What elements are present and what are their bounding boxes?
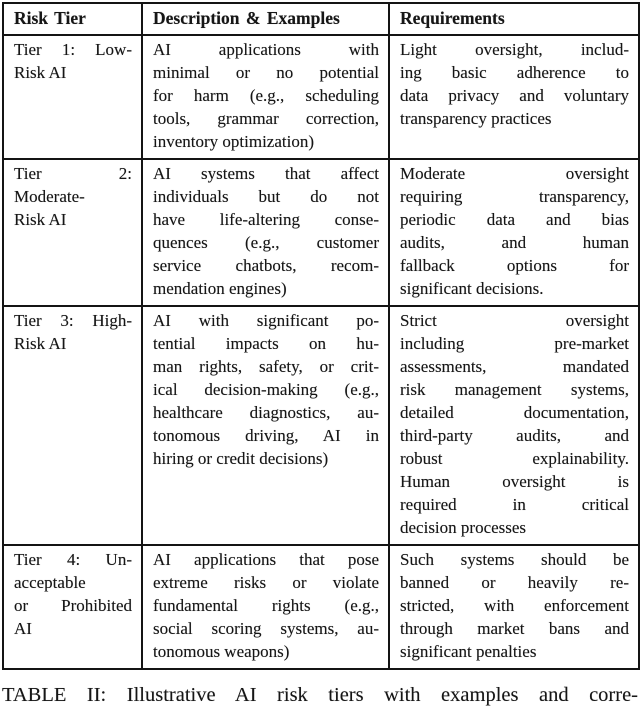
table-row (3, 159, 639, 306)
cell-line: man rights, safety, or crit- (153, 357, 379, 376)
column-header-label: Risk Tier (14, 8, 86, 28)
cell-line: have life-altering conse- (153, 210, 379, 229)
cell-line: AI (14, 619, 32, 638)
cell-line: banned or heavily re- (400, 573, 629, 592)
cell-line: hiring or credit decisions) (153, 449, 329, 468)
column-header-label: Requirements (400, 8, 505, 28)
cell-line: stricted, with enforcement (400, 596, 629, 615)
cell-line: Tier 2: (14, 164, 132, 183)
cell-line: Light oversight, includ- (400, 40, 629, 59)
cell-line: Risk AI (14, 210, 67, 229)
risk-tier-cell (3, 35, 142, 159)
cell-line: Risk AI (14, 334, 67, 353)
cell-line: significant decisions. (400, 279, 544, 298)
column-header-description (142, 3, 389, 35)
table-caption: TABLE II: Illustrative AI risk tiers with examples and corre- (2, 684, 638, 706)
cell-line: through market bans and (400, 619, 629, 638)
cell-line: for harm (e.g., scheduling (153, 86, 379, 105)
description-cell (142, 306, 389, 545)
cell-line: detailed documentation, (400, 403, 629, 422)
cell-line: minimal or no potential (153, 63, 379, 82)
requirements-cell (389, 545, 639, 669)
cell-line: Tier 3: High- (14, 311, 132, 330)
description-cell (142, 159, 389, 306)
table-row (3, 35, 639, 159)
cell-line: Moderate oversight (400, 164, 629, 183)
cell-line: healthcare diagnostics, au- (153, 403, 379, 422)
cell-line: inventory optimization) (153, 132, 314, 151)
table-body (3, 35, 639, 669)
description-cell (142, 35, 389, 159)
cell-line: third-party audits, and (400, 426, 629, 445)
cell-line: ing basic adherence to (400, 63, 629, 82)
cell-line: ical decision-making (e.g., (153, 380, 379, 399)
requirements-cell (389, 35, 639, 159)
cell-line: periodic data and bias (400, 210, 629, 229)
cell-line: social scoring systems, au- (153, 619, 379, 638)
cell-line: extreme risks or violate (153, 573, 379, 592)
requirements-cell (389, 306, 639, 545)
cell-line: Moderate- (14, 187, 85, 206)
cell-line: data privacy and voluntary (400, 86, 629, 105)
cell-line: tonomous weapons) (153, 642, 290, 661)
cell-line: robust explainability. (400, 449, 629, 468)
cell-line: acceptable (14, 573, 86, 592)
cell-line: Risk AI (14, 63, 67, 82)
description-cell (142, 545, 389, 669)
cell-line: fundamental rights (e.g., (153, 596, 379, 615)
cell-line: Tier 4: Un- (14, 550, 132, 569)
cell-line: significant penalties (400, 642, 537, 661)
cell-line: individuals but do not (153, 187, 379, 206)
cell-line: tonomous driving, AI in (153, 426, 379, 445)
cell-line: assessments, mandated (400, 357, 629, 376)
risk-tier-cell (3, 545, 142, 669)
cell-line: mendation engines) (153, 279, 287, 298)
cell-line: AI applications with (153, 40, 379, 59)
cell-line: service chatbots, recom- (153, 256, 379, 275)
table-row (3, 306, 639, 545)
cell-line: or Prohibited (14, 596, 132, 615)
cell-line: tools, grammar correction, (153, 109, 379, 128)
table-row (3, 545, 639, 669)
cell-line: requiring transparency, (400, 187, 629, 206)
risk-tier-table (2, 2, 640, 670)
column-header-risk-tier (3, 3, 142, 35)
cell-line: AI systems that affect (153, 164, 379, 183)
table-header-row (3, 3, 639, 35)
cell-line: decision processes (400, 518, 527, 537)
cell-line: audits, and human (400, 233, 629, 252)
column-header-label: Description & Examples (153, 8, 340, 28)
paper-page (0, 2, 640, 706)
cell-line: Tier 1: Low- (14, 40, 132, 59)
cell-line: AI applications that pose (153, 550, 379, 569)
cell-line: required in critical (400, 495, 629, 514)
cell-line: fallback options for (400, 256, 629, 275)
cell-line: Human oversight is (400, 472, 629, 491)
cell-line: Such systems should be (400, 550, 629, 569)
cell-line: transparency practices (400, 109, 552, 128)
requirements-cell (389, 159, 639, 306)
risk-tier-cell (3, 306, 142, 545)
cell-line: including pre-market (400, 334, 629, 353)
cell-line: Strict oversight (400, 311, 629, 330)
cell-line: quences (e.g., customer (153, 233, 379, 252)
risk-tier-cell (3, 159, 142, 306)
column-header-requirements (389, 3, 639, 35)
cell-line: risk management systems, (400, 380, 629, 399)
cell-line: AI with significant po- (153, 311, 379, 330)
cell-line: tential impacts on hu- (153, 334, 379, 353)
